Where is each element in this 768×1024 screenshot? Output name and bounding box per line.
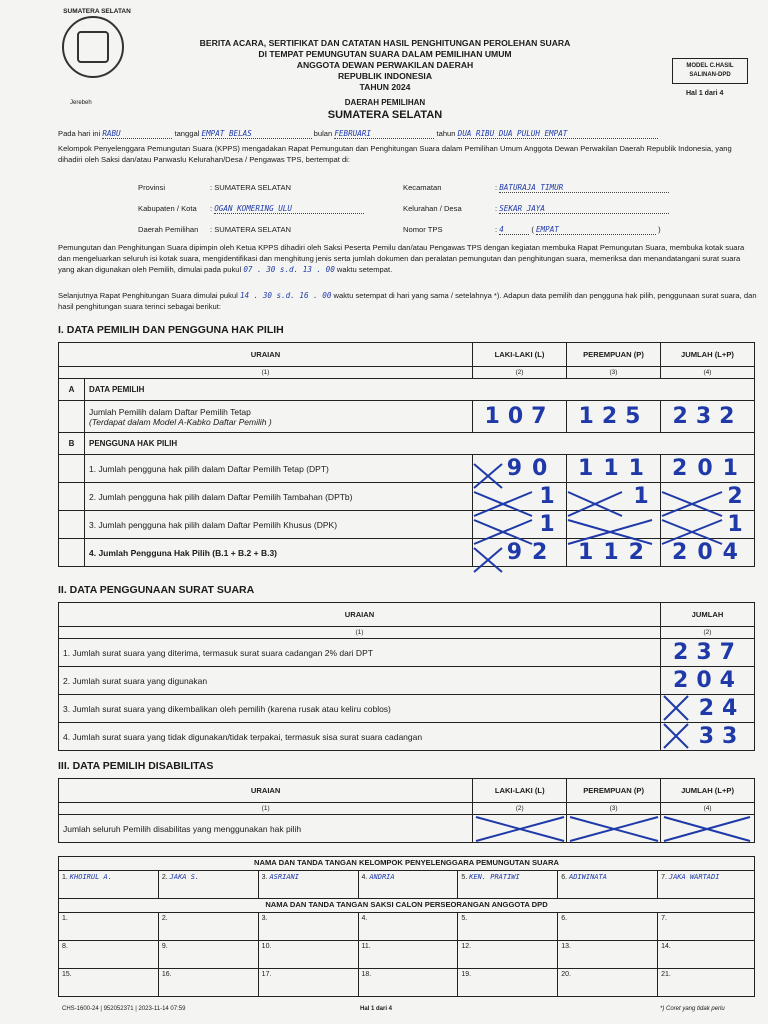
col3-laki: LAKI-LAKI (L): [473, 779, 567, 803]
ss-tidak-digunakan-value: 33: [698, 724, 746, 749]
dapil-value: : SUMATERA SELATAN: [210, 225, 292, 234]
ss-dikembalikan-label: 3. Jumlah surat suara yang dikembalikan oleh pemilih (karena rusak atau keliru coblos): [59, 695, 661, 723]
section3-table: URAIAN LAKI-LAKI (L) PEREMPUAN (P) JUMLAH (L+P) (1) (2) (3) (4) Jumlah seluruh Pemilih disabilitas yang menggunakan hak pilih: [58, 778, 755, 843]
col-uraian: URAIAN: [59, 343, 473, 367]
saksi-13: 13.: [558, 941, 658, 969]
kpps-signature-6: 6. ADIWINATA: [558, 871, 658, 899]
pengguna-total-p: 112: [578, 540, 654, 565]
dpt-row-label: Jumlah Pemilih dalam Daftar Pemilih Tetap (Terdapat dalam Model A-Kabko Daftar Pemilih ): [85, 401, 473, 433]
pengguna-dpt-label: 1. Jumlah pengguna hak pilih dalam Daftar Pemilih Tetap (DPT): [85, 455, 473, 483]
col-perempuan: PEREMPUAN (P): [567, 343, 661, 367]
saksi-18: 18.: [358, 969, 458, 997]
section2-table: URAIAN JUMLAH (1) (2) 1. Jumlah surat suara yang diterima, termasuk surat suara cadangan 2% dari DPT 237 2. Jumlah surat suara yang digunakan 204 3. Jumlah surat suara yang dikembalikan oleh pemilih (karena rusak atau keliru coblos) 24 4. Jumlah surat suara yang tidak digunakan/tidak terpakai, termasuk sisa surat suara cadangan 33: [58, 602, 755, 751]
saksi-16: 16.: [158, 969, 258, 997]
data-pemilih-heading: DATA PEMILIH: [85, 379, 755, 401]
pengguna-dptb-label: 2. Jumlah pengguna hak pilih dalam Daftar Pemilih Tambahan (DPTb): [85, 483, 473, 511]
kecamatan-row: : BATURAJA TIMUR: [495, 182, 669, 193]
saksi-14: 14.: [658, 941, 755, 969]
col3-perempuan: PEREMPUAN (P): [567, 779, 661, 803]
saksi-2: 2.: [158, 913, 258, 941]
saksi-20: 20.: [558, 969, 658, 997]
kabupaten-label: Kabupaten / Kota: [138, 204, 197, 213]
pengguna-total-l: 92: [506, 540, 558, 565]
dpt-laki: 107: [484, 404, 555, 429]
intro-line: Pada hari ini RABU tanggal EMPAT BELAS bulan FEBRUARI tahun DUA RIBU DUA PULUH EMPAT: [58, 128, 758, 139]
kpps-title: NAMA DAN TANDA TANGAN KELOMPOK PENYELENGGARA PEMUNGUTAN SUARA: [59, 857, 755, 871]
footer-note: *) Coret yang tidak perlu: [660, 1006, 725, 1012]
kelurahan-label: Kelurahan / Desa: [403, 204, 462, 213]
pengguna-heading: PENGGUNA HAK PILIH: [85, 433, 755, 455]
kpps-signature-4: 4. ANDRIA: [358, 871, 458, 899]
pengguna-dptb-p: 1: [633, 484, 649, 509]
saksi-1: 1.: [59, 913, 159, 941]
section1-table: URAIAN LAKI-LAKI (L) PEREMPUAN (P) JUMLAH (L+P) (1) (2) (3) (4) A DATA PEMILIH Jumlah Pemilih dalam Daftar Pemilih Tetap (Terdapat dalam Model A-Kabko Daftar Pemilih ) 107 125 232 B PENGGUNA HAK PILIH 1. Jumlah pengguna hak pilih dalam Daftar Pemilih Tetap (DPT) 90 111 201 2. Jumlah pengguna hak pilih dalam Daftar Pemilih Tambahan (DPTb) 1 1 2 3. Jumlah pengguna hak pilih dalam Daftar Pemilih Khusus (DPK) 1 1 4. Jumlah Pengguna Hak Pilih (B.1 + B.2 + B.3) 92 112 204: [58, 342, 755, 567]
section1-cross-marks: [472, 462, 755, 574]
kpps-signature-3: 3. ASRIANI: [258, 871, 358, 899]
saksi-15: 15.: [59, 969, 159, 997]
pengguna-total-t: 204: [672, 540, 748, 565]
disabilitas-label: Jumlah seluruh Pemilih disabilitas yang menggunakan hak pilih: [59, 815, 473, 843]
logo-subtext: Jerebeh: [70, 100, 92, 106]
saksi-title: NAMA DAN TANDA TANGAN SAKSI CALON PERSEORANGAN ANGGOTA DPD: [59, 899, 755, 913]
col2-uraian: URAIAN: [59, 603, 661, 627]
kpps-signature-5: 5. KEN. PRATIWI: [458, 871, 558, 899]
col-laki: LAKI-LAKI (L): [473, 343, 567, 367]
section3-title: III. DATA PEMILIH DISABILITAS: [58, 760, 214, 772]
saksi-17: 17.: [258, 969, 358, 997]
footer-code: CHS-1600-24 | 952052371 | 2023-11-14 07:59: [62, 1006, 186, 1012]
document-title: BERITA ACARA, SERTIFIKAT DAN CATATAN HASIL PENGHITUNGAN PEROLEHAN SUARA DI TEMPAT PEMUNGUTAN SUARA DALAM PEMILIHAN UMUM ANGGOTA DEWAN PERWAKILAN DAERAH REPUBLIK INDONESIA TAHUN 2024: [199, 38, 571, 92]
pengguna-dpk-label: 3. Jumlah pengguna hak pilih dalam Daftar Pemilih Khusus (DPK): [85, 511, 473, 539]
ss-tidak-digunakan-label: 4. Jumlah surat suara yang tidak digunakan/tidak terpakai, termasuk sisa surat suara cadangan: [59, 723, 661, 751]
saksi-6: 6.: [558, 913, 658, 941]
model-label: MODEL C.HASIL SALINAN-DPD: [672, 58, 748, 84]
section2-title: II. DATA PENGGUNAAN SURAT SUARA: [58, 584, 255, 596]
col2-jumlah: JUMLAH: [661, 603, 755, 627]
saksi-11: 11.: [358, 941, 458, 969]
kpps-signature-1: 1. KHOIRUL A.: [59, 871, 159, 899]
provinsi-label: Provinsi: [138, 183, 166, 192]
pengguna-dpt-p: 111: [578, 456, 654, 481]
footer-page: Hal 1 dari 4: [360, 1006, 393, 1012]
saksi-9: 9.: [158, 941, 258, 969]
dpt-perempuan: 125: [578, 404, 649, 429]
saksi-8: 8.: [59, 941, 159, 969]
provinsi-value: : SUMATERA SELATAN: [210, 183, 292, 192]
intro-paragraph: Kelompok Penyelenggara Pemungutan Suara (KPPS) mengadakan Rapat Pemungutan dan Penghitungan Suara dalam Pemilihan Umum Anggota Dewan Perwakilan Daerah Republik Indonesia, yang dihadiri oleh Saksi dan/atau Panwaslu Kelurahan/Desa / Pengawas TPS, bertempat di:: [58, 144, 732, 164]
ss-diterima-label: 1. Jumlah surat suara yang diterima, termasuk surat suara cadangan 2% dari DPT: [59, 639, 661, 667]
logo-text: SUMATERA SELATAN: [63, 8, 131, 15]
signature-table: [58, 856, 755, 997]
saksi-5: 5.: [458, 913, 558, 941]
ss-dikembalikan-value: 24: [698, 696, 746, 721]
dapil-label: Daerah Pemilihan: [138, 225, 199, 234]
kecamatan-label: Kecamatan: [403, 183, 442, 192]
saksi-10: 10.: [258, 941, 358, 969]
pengguna-dpk-t: 1: [727, 512, 743, 537]
ss-diterima-value: 237: [673, 640, 743, 665]
pengguna-dptb-l: 1: [539, 484, 555, 509]
dapil-name: SUMATERA SELATAN: [327, 109, 443, 121]
ss-digunakan-value: 204: [673, 668, 743, 693]
pengguna-total-label: 4. Jumlah Pengguna Hak Pilih (B.1 + B.2 + B.3): [85, 539, 473, 567]
procedure-paragraph: Pemungutan dan Penghitungan Suara dipimpin oleh Ketua KPPS dihadiri oleh Saksi Peserta Pemilu dan/atau Pengawas TPS dengan kegiatan membuka Rapat Pemungutan Suara, membuka kotak suara dan mengeluarkan seluruh isi kotak suara, mengidentifikasi dan menghitung jenis serta jumlah dokumen dan peralatan pemungutan dan penghitungan suara, memeriksa dan menandatangani surat suara yang akan digunakan oleh Pemilih, dimulai pada pukul 07 . 30 s.d. 13 . 00 waktu setempat.: [58, 243, 745, 274]
tps-label: Nomor TPS: [403, 225, 443, 234]
dapil-title: DAERAH PEMILIHAN: [344, 98, 426, 107]
section2-cross-marks: [662, 694, 692, 750]
col-jumlah: JUMLAH (L+P): [661, 343, 755, 367]
count-paragraph: Selanjutnya Rapat Penghitungan Suara dimulai pukul 14 . 30 s.d. 16 . 00 waktu setempat di hari yang sama / setelahnya *). Adapun data pemilih dan pengguna hak pilih, penggunaan surat suara, dan hasil penghitungan suara terinci sebagai berikut:: [58, 291, 757, 311]
kpps-signature-2: 2. JAKA S.: [158, 871, 258, 899]
saksi-4: 4.: [358, 913, 458, 941]
kabupaten-row: : OGAN KOMERING ULU: [210, 203, 364, 214]
pengguna-dpt-l: 90: [506, 456, 558, 481]
dpt-jumlah: 232: [672, 404, 743, 429]
kpps-signature-7: 7. JAKA WARTADI: [658, 871, 755, 899]
saksi-3: 3.: [258, 913, 358, 941]
kpu-logo: [62, 16, 124, 78]
pengguna-dpk-l: 1: [539, 512, 555, 537]
pengguna-dpt-t: 201: [672, 456, 748, 481]
saksi-7: 7.: [658, 913, 755, 941]
page-number: Hal 1 dari 4: [686, 90, 724, 97]
section3-cross-marks: [474, 815, 754, 843]
col3-uraian: URAIAN: [59, 779, 473, 803]
saksi-12: 12.: [458, 941, 558, 969]
pengguna-dptb-t: 2: [727, 484, 743, 509]
tps-row: : 4 ( EMPAT ): [495, 225, 661, 234]
saksi-21: 21.: [658, 969, 755, 997]
saksi-19: 19.: [458, 969, 558, 997]
ss-digunakan-label: 2. Jumlah surat suara yang digunakan: [59, 667, 661, 695]
section1-title: I. DATA PEMILIH DAN PENGGUNA HAK PILIH: [58, 324, 284, 336]
kelurahan-row: : SEKAR JAYA: [495, 203, 669, 214]
col3-jumlah: JUMLAH (L+P): [661, 779, 755, 803]
